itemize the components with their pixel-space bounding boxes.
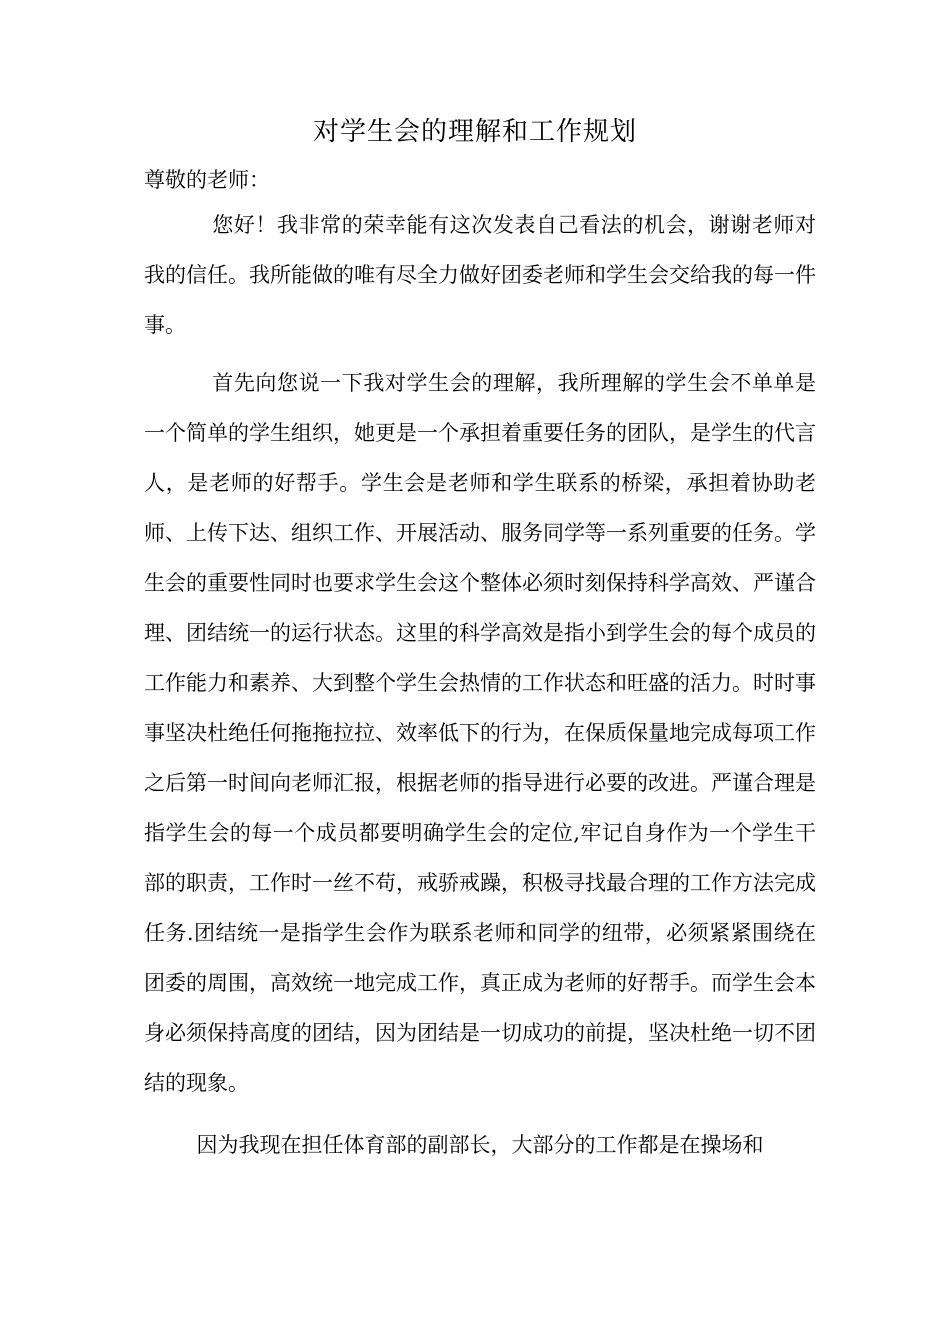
document-title: 对学生会的理解和工作规划 xyxy=(312,117,637,147)
salutation: 尊敬的老师： xyxy=(144,168,270,192)
paragraph-role: 因为我现在担任体育部的副部长，大部分的工作都是在操场和 xyxy=(196,1133,764,1157)
paragraph-greeting: 您好！我非常的荣幸能有这次发表自己看法的机会，谢谢老师对我的信任。我所能做的唯有尽全力做好团委老师和学生会交给我的每一件事。 xyxy=(144,213,816,337)
paragraph-understanding: 首先向您说一下我对学生会的理解，我所理解的学生会不单单是一个简单的学生组织，她更是一个承担着重要任务的团队，是学生的代言人，是老师的好帮手。学生会是老师和学生联系的桥梁，承担着协助老师、上传下达、组织工作、开展活动、服务同学等一系列重要的任务。学生会的重要性同时也要求学生会这个整体必须时刻保持科学高效、严谨合理、团结统一的运行状态。这里的科学高效是指小到学生会的每个成员的工作能力和素养、大到整个学生会热情的工作状态和旺盛的活力。时时事事坚决杜绝任何拖拖拉拉、效率低下的行为，在保质保量地完成每项工作之后第一时间向老师汇报，根据老师的指导进行必要的改进。严谨合理是指学生会的每一个成员都要明确学生会的定位,牢记自身作为一个学生干部的职责，工作时一丝不苟，戒骄戒躁，积极寻找最合理的工作方法完成任务.团结统一是指学生会作为联系老师和同学的纽带，必须紧紧围绕在团委的周围，高效统一地完成工作，真正成为老师的好帮手。而学生会本身必须保持高度的团结，因为团结是一切成功的前提，坚决杜绝一切不团结的现象。 xyxy=(144,371,816,1095)
document-body xyxy=(144,200,816,1170)
